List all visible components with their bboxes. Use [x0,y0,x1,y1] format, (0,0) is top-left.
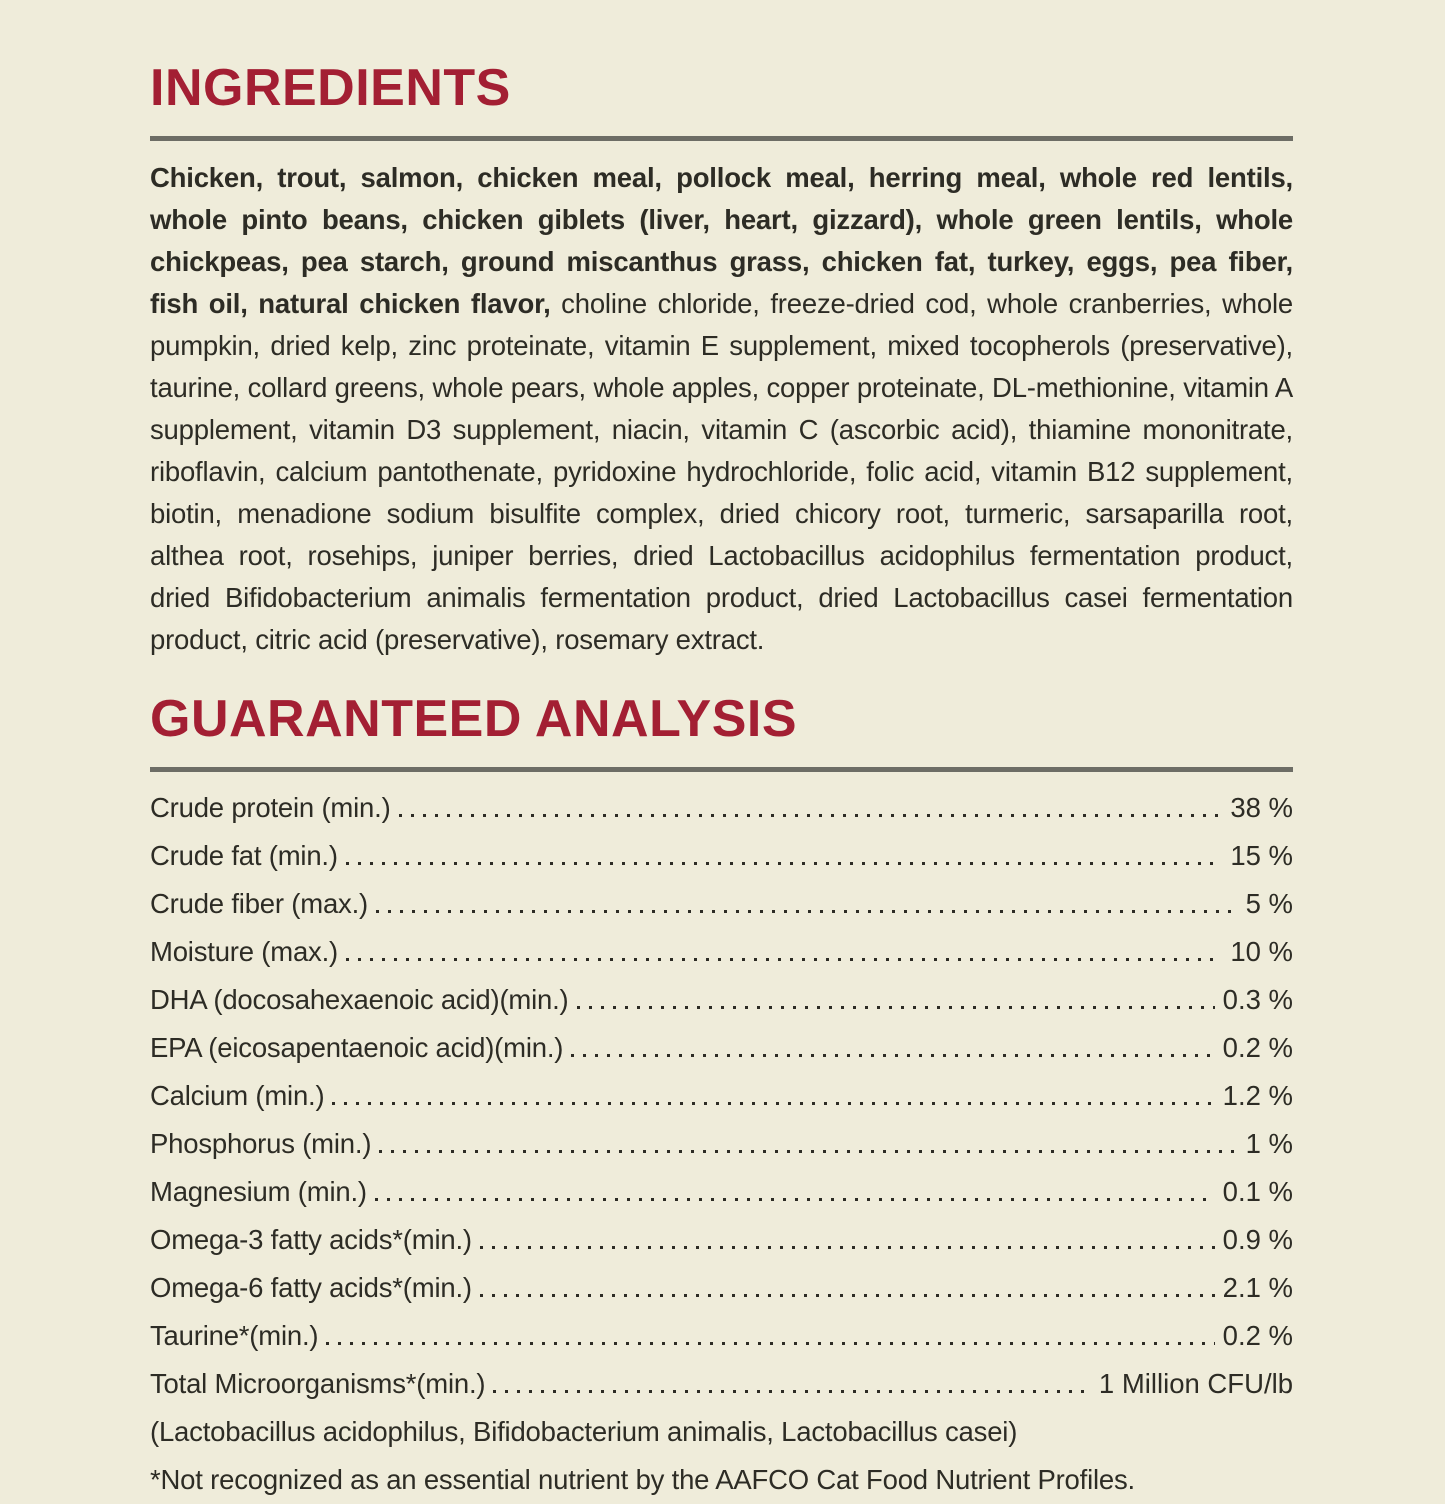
dotted-leader [379,1150,1237,1153]
microorganisms-note: (Lactobacillus acidophilus, Bifidobacterium animalis, Lactobacillus casei) [150,1416,1018,1447]
dotted-leader [346,958,1222,961]
analysis-row [150,784,1293,832]
analysis-row [150,1120,1293,1168]
analysis-label: Phosphorus (min.) [150,1128,372,1159]
dotted-leader [346,862,1222,865]
dotted-leader [493,1390,1091,1393]
analysis-row [150,1360,1293,1408]
analysis-value: 0.2 % [1222,1320,1293,1351]
analysis-value: 0.9 % [1222,1224,1293,1255]
ingredients-heading: INGREDIENTS [150,59,511,117]
analysis-row [150,1264,1293,1312]
guaranteed-analysis-heading: GUARANTEED ANALYSIS [150,690,798,748]
dotted-leader [399,814,1223,817]
ingredients-secondary-text: choline chloride, freeze-dried cod, whole cranberries, whole pumpkin, dried kelp, zinc proteinate, vitamin E supplement, mixed tocopherols (preservative), taurine, collard greens, whole pears, whole apples, copper proteinate, DL-methionine, vitamin A supplement, vitamin D3 supplement, niacin, vitamin C (ascorbic acid), thiamine mononitrate, riboflavin, calcium pantothenate, pyridoxine hydrochloride, folic acid, vitamin B12 supplement, biotin, menadione sodium bisulfite complex, dried chicory root, turmeric, sarsaparilla root, althea root, rosehips, juniper berries, dried Lactobacillus acidophilus fermentation product, dried Bifidobacterium animalis fermentation product, dried Lactobacillus casei fermentation product, citric acid (preservative), rosemary extract. [150,288,1293,655]
analysis-label: DHA (docosahexaenoic acid)(min.) [150,984,569,1015]
guaranteed-analysis-section [150,690,1293,1504]
analysis-row [150,976,1293,1024]
ingredients-divider [150,136,1293,141]
dotted-leader [326,1342,1214,1345]
analysis-label: Taurine*(min.) [150,1320,319,1351]
dotted-leader [480,1294,1215,1297]
analysis-value: 38 % [1230,792,1293,823]
analysis-label: Crude fiber (max.) [150,888,368,919]
guaranteed-analysis-table [150,784,1293,1408]
dotted-leader [376,910,1238,913]
analysis-label: EPA (eicosapentaenoic acid)(min.) [150,1032,564,1063]
analysis-value: 10 % [1230,936,1293,967]
dotted-leader [577,1006,1215,1009]
analysis-row [150,1312,1293,1360]
ingredients-text [150,157,1293,661]
analysis-label: Moisture (max.) [150,936,338,967]
dotted-leader [480,1246,1215,1249]
analysis-row [150,1216,1293,1264]
guaranteed-analysis-divider [150,767,1293,772]
analysis-label: Calcium (min.) [150,1080,325,1111]
dotted-leader [375,1198,1215,1201]
dotted-leader [571,1054,1214,1057]
analysis-row [150,832,1293,880]
analysis-label: Magnesium (min.) [150,1176,367,1207]
analysis-value: 2.1 % [1222,1272,1293,1303]
analysis-row [150,1024,1293,1072]
dotted-leader [332,1102,1214,1105]
analysis-label: Total Microorganisms*(min.) [150,1368,486,1399]
analysis-value: 1 % [1245,1128,1293,1159]
analysis-row [150,928,1293,976]
analysis-value: 15 % [1230,840,1293,871]
analysis-label: Crude fat (min.) [150,840,338,871]
analysis-label: Crude protein (min.) [150,792,391,823]
analysis-value: 1 Million CFU/lb [1098,1368,1293,1399]
analysis-row [150,1072,1293,1120]
analysis-row [150,880,1293,928]
analysis-value: 1.2 % [1222,1080,1293,1111]
analysis-value: 0.3 % [1222,984,1293,1015]
analysis-label: Omega-6 fatty acids*(min.) [150,1272,472,1303]
ingredients-primary-text: Chicken, trout, salmon, chicken meal, pollock meal, herring meal, whole red lentils, whole pinto beans, chicken giblets (liver, heart, gizzard), whole green lentils, whole chickpeas, pea starch, ground miscanthus grass, chicken fat, turkey, eggs, pea fiber, fish oil, natural chicken flavor, [150,162,1293,319]
analysis-label: Omega-3 fatty acids*(min.) [150,1224,472,1255]
ingredients-section [150,59,1293,661]
analysis-row [150,1168,1293,1216]
analysis-value: 0.2 % [1222,1032,1293,1063]
aafco-footnote: *Not recognized as an essential nutrient by the AAFCO Cat Food Nutrient Profiles. [150,1464,1135,1495]
analysis-value: 5 % [1245,888,1293,919]
analysis-value: 0.1 % [1222,1176,1293,1207]
